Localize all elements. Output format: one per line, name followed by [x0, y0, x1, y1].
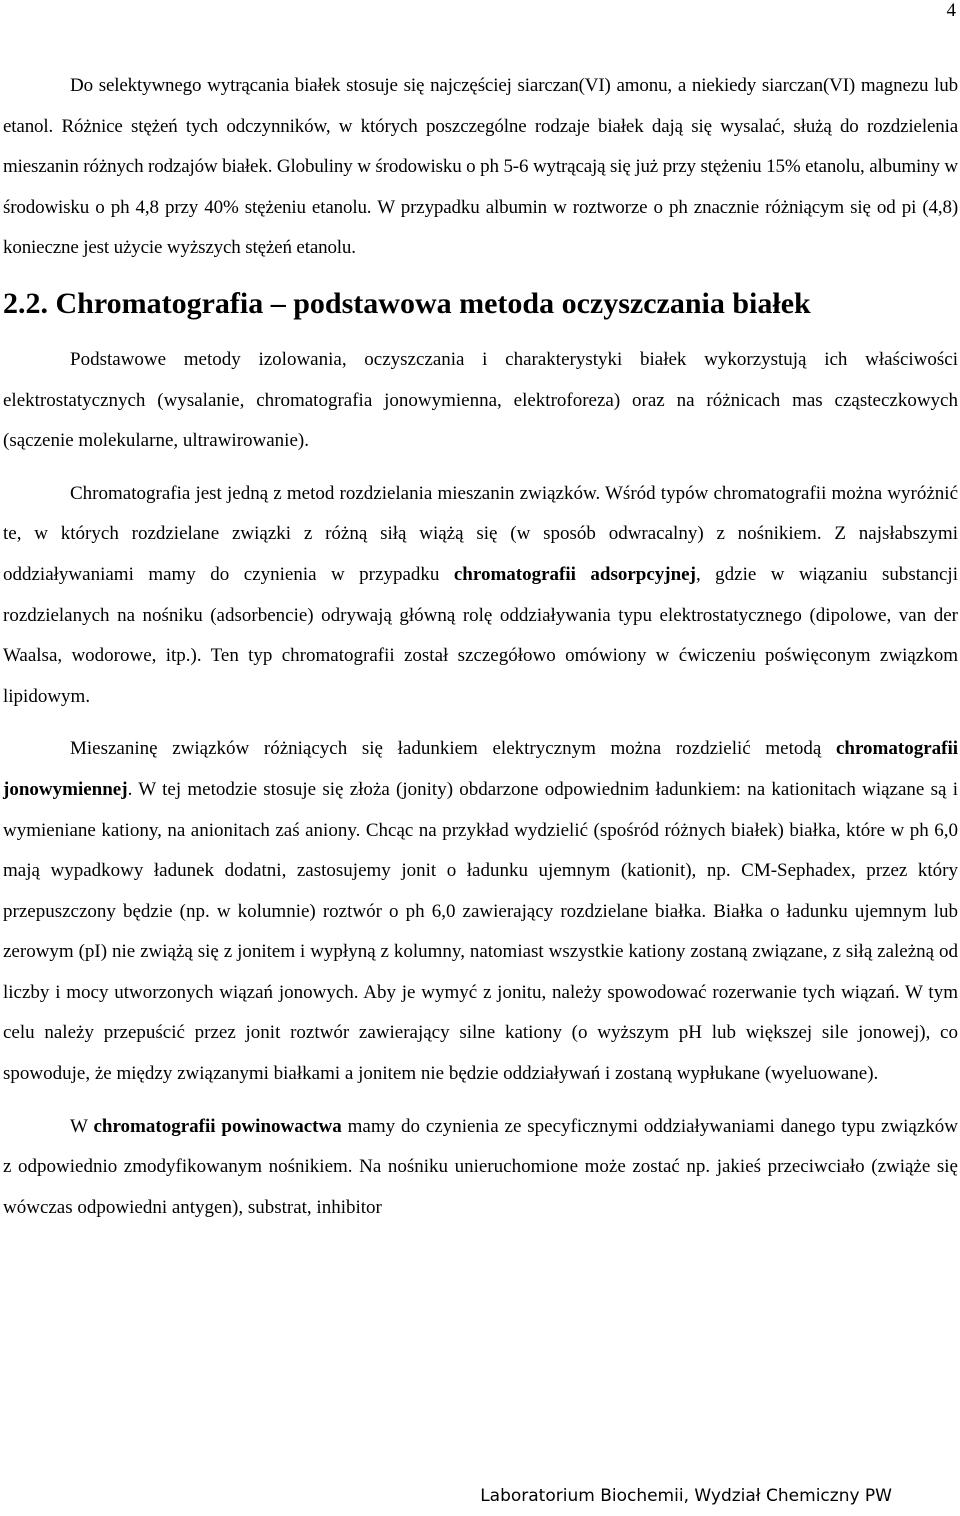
page-content [3, 66, 958, 1228]
section-title: Chromatografia – podstawowa metoda oczyszczania białek [55, 286, 811, 320]
section-heading [3, 278, 958, 330]
paragraph-text: . W tej metodzie stosuje się złoża (jonity) obdarzone odpowiednim ładunkiem: na kationitach wiązane są i wymieniane kationy, na anionitach zaś aniony. Chcąc na przykład wydzielić (spośród różnych białek) białka, które w ph 6,0 mają wypadkowy ładunek dodatni, zastosujemy jonit o ładunku ujemnym (kationit), np. CM-Sephadex, przez który przepuszczony będzie (np. w kolumnie) roztwór o ph 6,0 zawierający rozdzielane białka. Białka o ładunku ujemnym lub zerowym (pI) nie zwiążą się z jonitem i wypłyną z kolumny, natomiast wszystkie kationy zostaną związane, z siłą zależną od liczby i mocy utworzonych wiązań jonowych. Aby je wymyć z jonitu, należy spowodować rozerwanie tych wiązań. W tym celu należy przepuścić przez jonit roztwór zawierający silne kationy (o wyższym pH lub większej sile jonowej), co spowoduje, że między związanymi białkami a jonitem nie będzie oddziaływań i zostaną wypłukane (wyeluowane). [3, 778, 958, 1085]
paragraph-text: W [70, 1115, 88, 1137]
paragraph-ion-exchange [3, 729, 958, 1094]
paragraph-text: Chromatografia jest jedną z metod rozdzielania mieszanin związków. Wśród typów chromatografii można wyróżnić te, w których rozdzielane związki z różną siłą wiążą się (w sposób odwracalny) z nośnikiem. Z najsłabszymi oddziaływaniami mamy do czynienia w przypadku [3, 482, 958, 585]
paragraph-affinity [3, 1107, 958, 1229]
page-number: 4 [946, 0, 956, 21]
page-footer: Laboratorium Biochemii, Wydział Chemiczny PW [480, 1486, 892, 1506]
paragraph-sentence: Globuliny w środowisku o ph 5-6 wytrącają się już przy stężeniu 15% etanolu, albuminy w środowisku o ph 4,8 przy 40% stężeniu etanolu. [3, 156, 958, 218]
paragraph-sentence: Do selektywnego wytrącania białek stosuje się najczęściej siarczan(VI) amonu, a niekiedy siarczan(VI) magnezu lub etanol. [3, 75, 958, 137]
paragraph-text: Podstawowe metody izolowania, oczyszczania i charakterystyki białek wykorzystują ich właściwości elektrostatycznych (wysalanie, chromatografia jonowymienna, elektroforeza) oraz na różnicach mas cząsteczkowych (sączenie molekularne, ultrawirowanie). [3, 348, 958, 452]
paragraph-text: , gdzie w wiązaniu substancji rozdzielanych na nośniku (adsorbencie) odrywają główną rolę oddziaływania typu elektrostatycznego (dipolowe, van der Waalsa, wodorowe, itp.). Ten typ chromatografii został szczegółowo omówiony w ćwiczeniu poświęconym związkom lipidowym. [3, 563, 958, 707]
section-number: 2.2. [3, 286, 48, 320]
paragraph-text: Mieszaninę związków różniących się ładunkiem elektrycznym można rozdzielić metodą [70, 738, 822, 760]
paragraph-sentence: Różnice stężeń tych odczynników, w których poszczególne rodzaje białek dają się wysalać, służą do rozdzielenia mieszanin różnych rodzajów białek. [3, 115, 958, 178]
paragraph-sentence: W przypadku albumin w roztworze o ph znacznie różniącym się od pi (4,8) konieczne jest użycie wyższych stężeń etanolu. [3, 196, 958, 259]
term-adsorption-chromatography: chromatografii adsorpcyjnej [453, 563, 696, 585]
paragraph-methods [3, 340, 958, 462]
term-ion-exchange-chromatography: chromatografii jonowymiennej [3, 738, 959, 800]
term-affinity-chromatography: chromatografii powinowactwa [93, 1115, 342, 1137]
paragraph-chromatography [3, 474, 958, 718]
paragraph-text: mamy do czynienia ze specyficznymi oddziaływaniami danego typu związków z odpowiednio zmodyfikowanym nośnikiem. Na nośniku unieruchomione może zostać np. jakieś przeciwciało (zwiąże się wówczas odpowiedni antygen), substrat, inhibitor [3, 1115, 959, 1218]
paragraph-precipitation [3, 66, 958, 269]
